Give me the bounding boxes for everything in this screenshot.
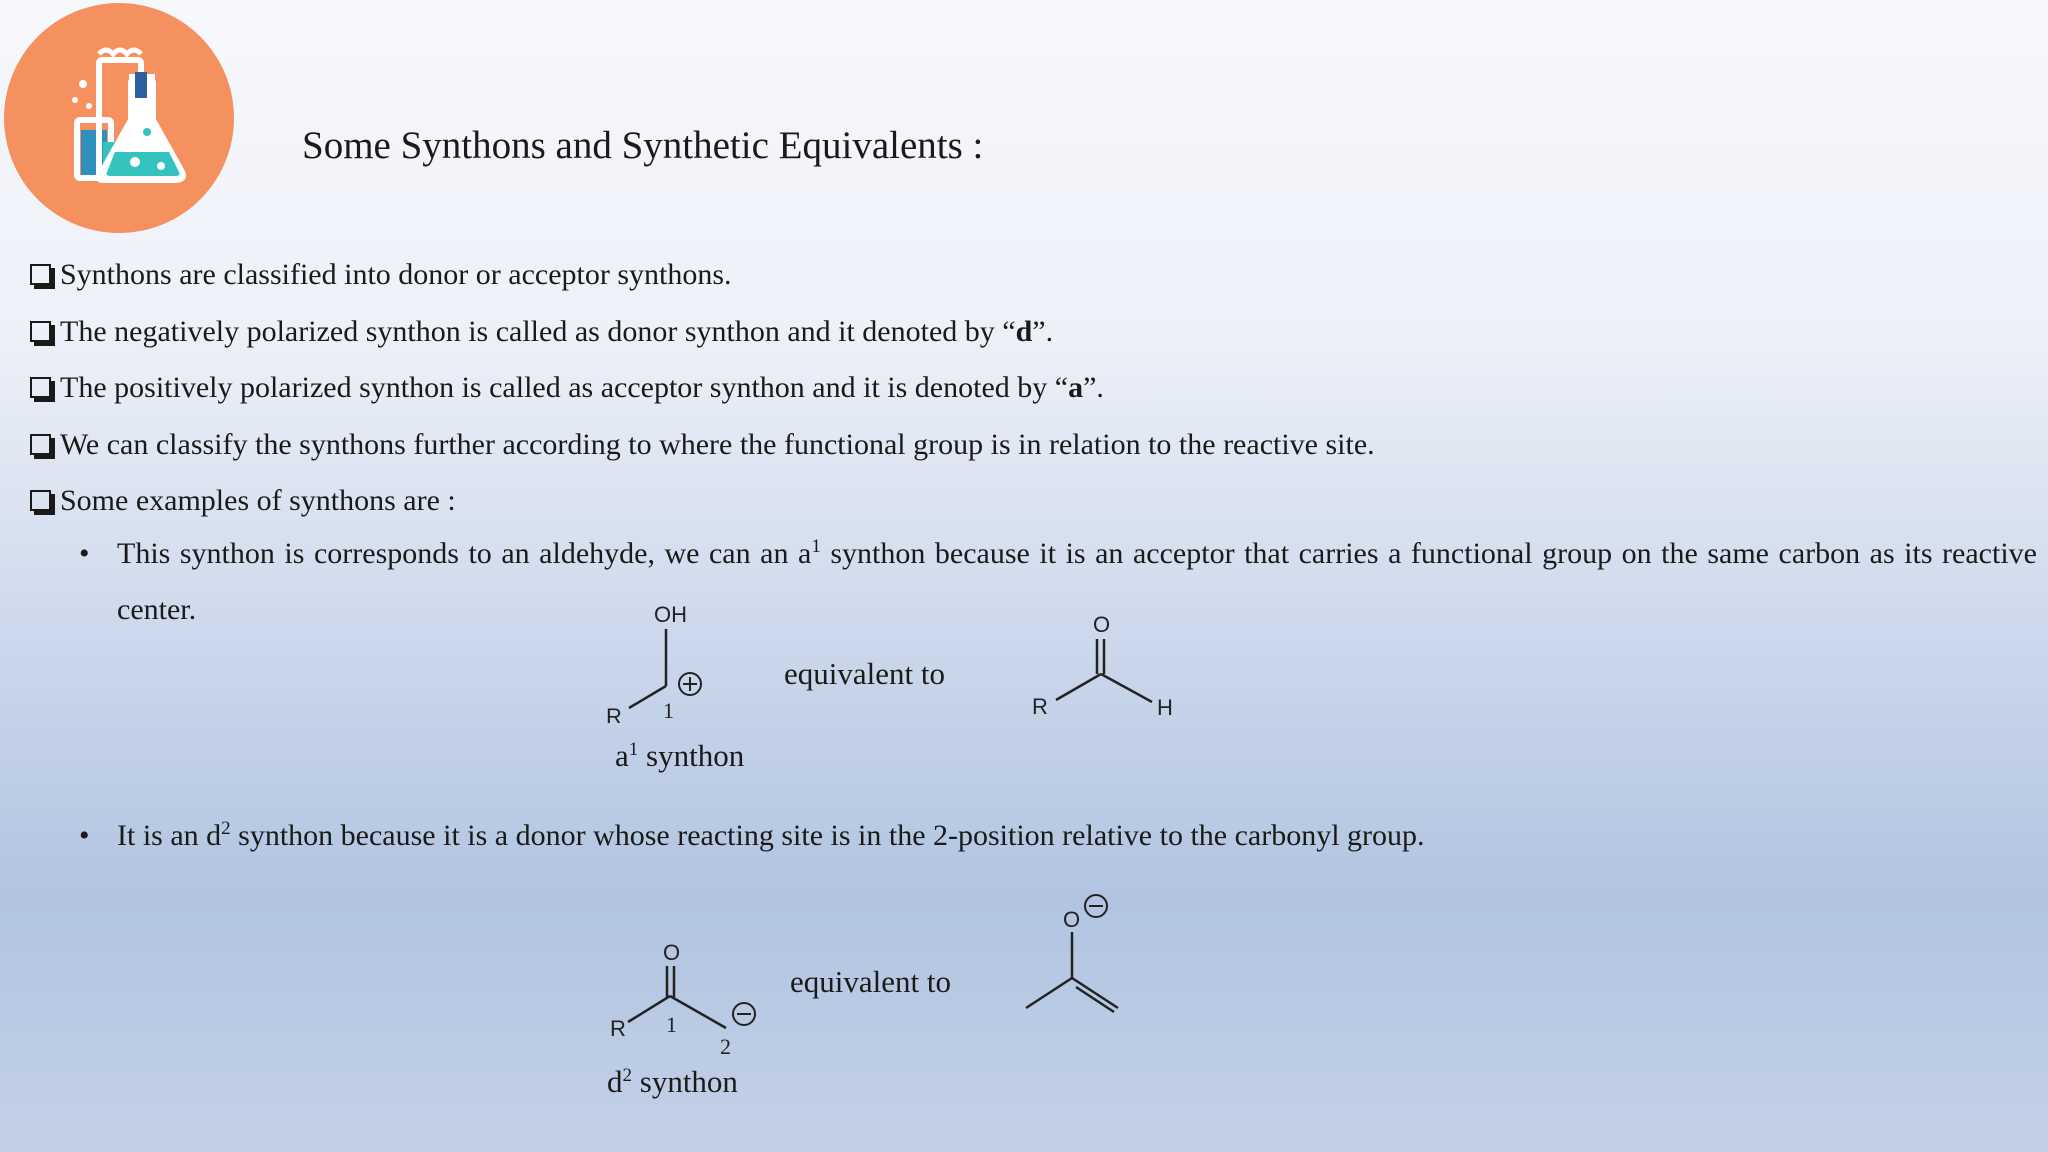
bullet-list xyxy=(30,247,2040,530)
position-number: 1 xyxy=(663,698,674,723)
a1-synthon-structure xyxy=(596,598,716,728)
position-number: 1 xyxy=(666,1012,677,1037)
bullet-text-end: ”. xyxy=(1083,371,1104,404)
superscript: 1 xyxy=(811,536,821,557)
bullet-text: Synthons are classified into donor or acceptor synthons. xyxy=(60,258,732,291)
dot-bullet-icon: • xyxy=(79,537,90,570)
atom-oh: OH xyxy=(654,602,687,627)
caption-rest: synthon xyxy=(638,738,745,773)
bullet-bold: d xyxy=(1015,314,1033,348)
bullet-text: The positively polarized synthon is called as acceptor synthon and it is denoted by “ xyxy=(60,371,1069,404)
a1-synthon-caption xyxy=(615,738,744,774)
enolate-structure xyxy=(1018,890,1138,1020)
checkbox-bullet-icon xyxy=(30,490,51,511)
checkbox-bullet-icon xyxy=(30,321,51,342)
aldehyde-structure xyxy=(1026,608,1186,728)
sub-bullet-text-end: synthon because it is a donor whose reacting site is in the 2-position relative to the carbonyl group. xyxy=(230,819,1425,852)
page-title: Some Synthons and Synthetic Equivalents : xyxy=(302,124,984,167)
bullet-item xyxy=(30,360,2040,417)
sub-bullet-item xyxy=(79,808,2037,864)
checkbox-bullet-icon xyxy=(30,434,51,455)
superscript: 2 xyxy=(622,1065,632,1086)
position-number: 2 xyxy=(720,1034,731,1059)
atom-r: R xyxy=(610,1016,626,1041)
dot-bullet-icon: • xyxy=(79,819,90,852)
negative-charge-icon xyxy=(733,1003,755,1025)
bullet-text-end: ”. xyxy=(1032,314,1054,348)
bullet-text: We can classify the synthons further according to where the functional group is in relation to the reactive site. xyxy=(60,427,1375,461)
d2-synthon-structure xyxy=(598,936,768,1071)
sub-bullet-text-end: synthon because it is an acceptor that carries a functional group on the same carbon as its reactive center. xyxy=(117,537,2037,626)
bullet-text: Some examples of synthons are : xyxy=(60,484,456,517)
equivalent-label: equivalent to xyxy=(784,656,945,691)
atom-o: O xyxy=(1063,907,1081,932)
bullet-item xyxy=(30,304,2040,361)
sub-bullet-text: This synthon is corresponds to an aldehyde, we can an a xyxy=(117,537,812,570)
superscript: 2 xyxy=(221,818,231,839)
bullet-item xyxy=(30,417,2040,474)
superscript: 1 xyxy=(628,739,639,760)
atom-r: R xyxy=(1032,694,1048,719)
d2-synthon-caption xyxy=(607,1064,738,1100)
checkbox-bullet-icon xyxy=(30,377,51,398)
caption-base: d xyxy=(607,1064,623,1099)
caption-rest: synthon xyxy=(632,1064,738,1099)
checkbox-bullet-icon xyxy=(30,264,51,285)
bullet-item xyxy=(30,247,2040,304)
bullet-item xyxy=(30,473,2040,530)
atom-o: O xyxy=(1093,612,1111,637)
positive-charge-icon xyxy=(679,673,701,695)
bullet-text: The negatively polarized synthon is called as donor synthon and it denoted by “ xyxy=(60,314,1016,348)
sub-bullet-text: It is an d xyxy=(117,819,222,852)
logo xyxy=(3,2,235,234)
bullet-bold: a xyxy=(1068,371,1084,404)
atom-o: O xyxy=(663,940,681,965)
atom-r: R xyxy=(606,704,622,723)
negative-charge-icon xyxy=(1085,895,1107,917)
atom-h: H xyxy=(1157,695,1173,720)
chemistry-flask-icon xyxy=(3,2,235,234)
caption-base: a xyxy=(615,738,629,773)
equivalent-label: equivalent to xyxy=(790,964,951,999)
